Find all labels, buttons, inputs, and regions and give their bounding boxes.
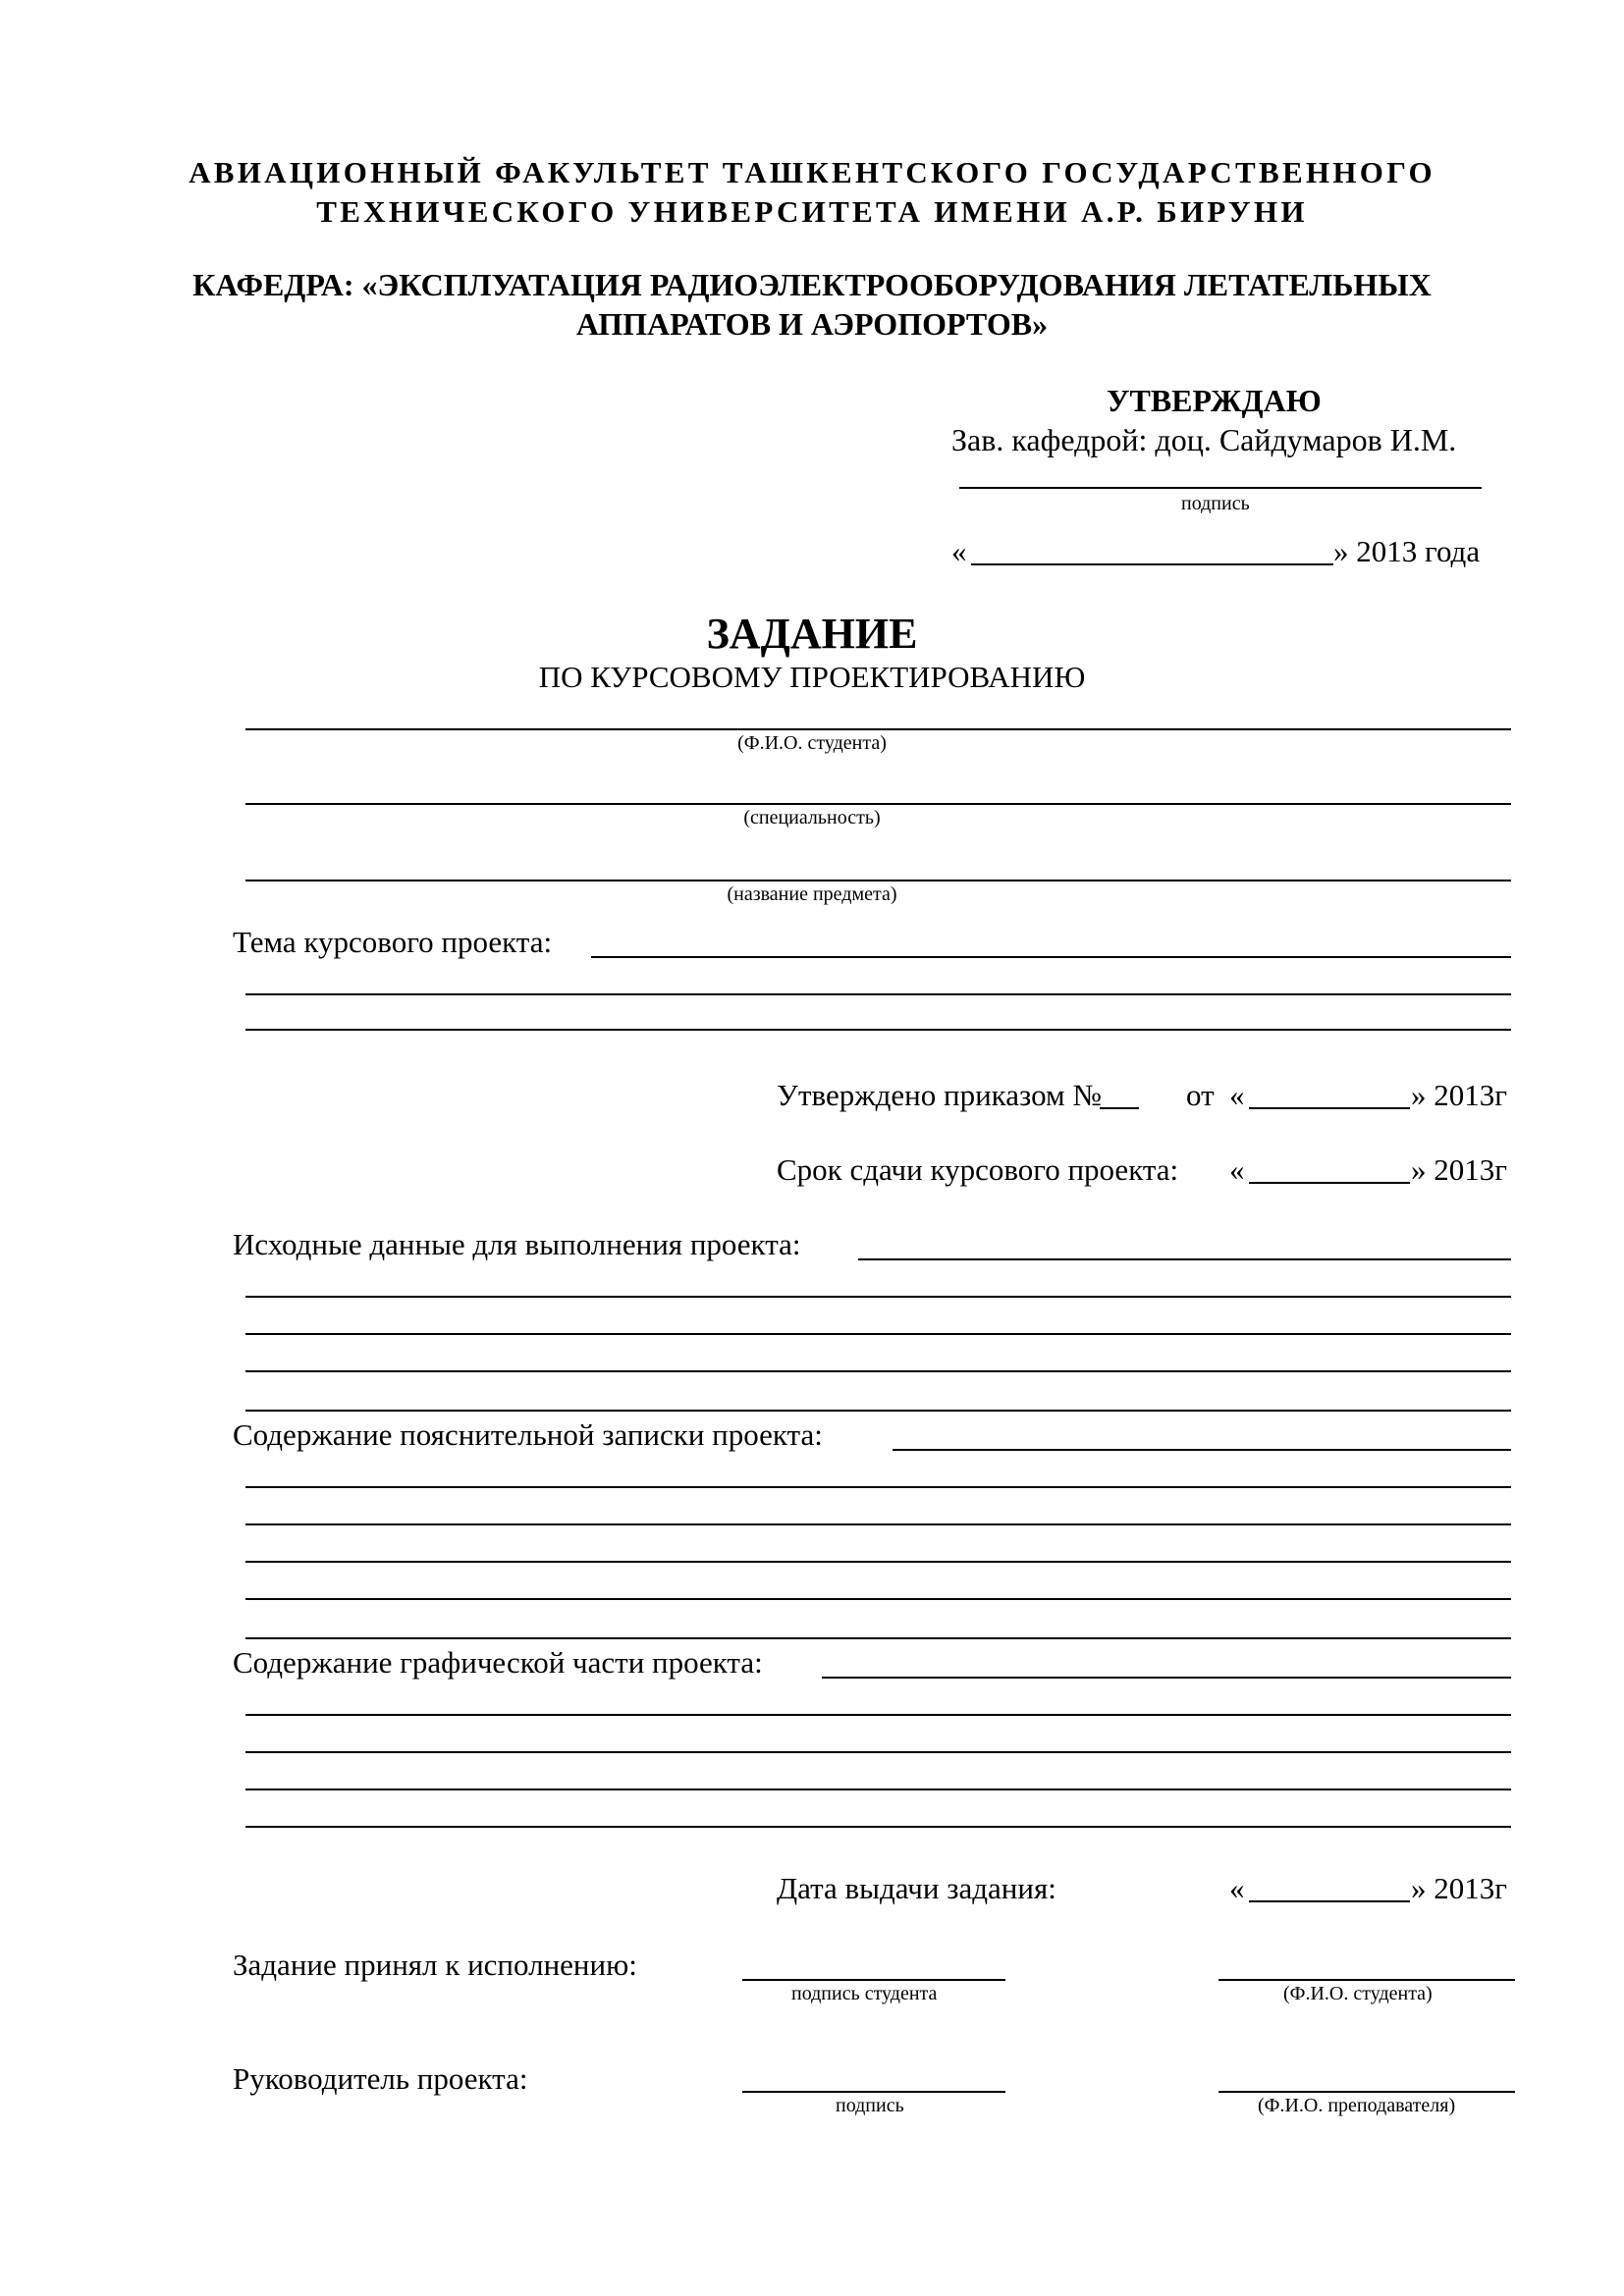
head-signature-caption: подпись <box>1181 493 1250 514</box>
subject-line[interactable] <box>245 880 1511 881</box>
student-name-caption: (Ф.И.О. студента) <box>737 732 887 754</box>
supervisor-label: Руководитель проекта: <box>233 2061 528 2096</box>
topic-line-3[interactable] <box>245 1029 1511 1031</box>
note-content-label: Содержание пояснительной записки проекта: <box>233 1417 823 1452</box>
source-data-label: Исходные данные для выполнения проекта: <box>233 1227 801 1261</box>
topic-line-1[interactable] <box>591 956 1511 958</box>
topic-label: Тема курсового проекта: <box>233 925 553 959</box>
faculty-name-line2: ТЕХНИЧЕСКОГО УНИВЕРСИТЕТА ИМЕНИ А.Р. БИРУНИ <box>316 194 1308 229</box>
graphic-content-line-1[interactable] <box>822 1677 1511 1679</box>
deadline-date-open: « <box>1229 1152 1245 1187</box>
student-name-line[interactable] <box>245 728 1511 730</box>
department-name-line2: АППАРАТОВ И АЭРОПОРТОВ» <box>575 306 1049 342</box>
deadline-date-year: » 2013г <box>1411 1152 1507 1187</box>
order-label: Утверждено приказом № <box>777 1078 1102 1112</box>
note-content-line-3[interactable] <box>245 1523 1511 1525</box>
deadline-label: Срок сдачи курсового проекта: <box>777 1152 1179 1187</box>
subject-caption: (название предмета) <box>727 883 897 905</box>
issue-date-year: » 2013г <box>1411 1871 1507 1905</box>
specialty-caption: (специальность) <box>743 807 881 828</box>
head-of-department: Зав. кафедрой: доц. Сайдумаров И.М. <box>951 422 1457 457</box>
supervisor-signature-caption: подпись <box>836 2095 904 2116</box>
approval-date-open: « <box>951 534 967 568</box>
student-fullname-line[interactable] <box>1218 1979 1515 1981</box>
deadline-date-line[interactable] <box>1249 1182 1410 1184</box>
approval-heading: УТВЕРЖДАЮ <box>1107 383 1322 418</box>
approval-date-line[interactable] <box>971 563 1333 565</box>
note-content-line-4[interactable] <box>245 1561 1511 1563</box>
issue-date-line[interactable] <box>1249 1900 1410 1902</box>
issue-date-open: « <box>1229 1871 1245 1905</box>
head-signature-line[interactable] <box>959 487 1482 489</box>
approval-date-year: » 2013 года <box>1333 534 1481 568</box>
source-data-line-1[interactable] <box>858 1258 1511 1260</box>
faculty-name-line1: АВИАЦИОННЫЙ ФАКУЛЬТЕТ ТАШКЕНТСКОГО ГОСУДАРСТВЕННОГО <box>189 155 1435 189</box>
note-content-line-1[interactable] <box>893 1449 1511 1451</box>
document-subtitle: ПО КУРСОВОМУ ПРОЕКТИРОВАНИЮ <box>538 660 1086 694</box>
order-from-label: от <box>1186 1078 1215 1112</box>
note-content-line-6[interactable] <box>245 1637 1511 1639</box>
order-date-line[interactable] <box>1249 1107 1410 1109</box>
supervisor-fullname-line[interactable] <box>1218 2091 1515 2093</box>
document-title: ЗАДАНИЕ <box>706 610 918 658</box>
order-date-open: « <box>1229 1078 1245 1112</box>
student-fullname-caption: (Ф.И.О. студента) <box>1283 1983 1433 2004</box>
supervisor-fullname-caption: (Ф.И.О. преподавателя) <box>1258 2095 1456 2116</box>
graphic-content-line-3[interactable] <box>245 1751 1511 1753</box>
graphic-content-line-5[interactable] <box>245 1826 1511 1828</box>
graphic-content-line-2[interactable] <box>245 1714 1511 1716</box>
order-number-line[interactable] <box>1100 1107 1139 1109</box>
source-data-line-3[interactable] <box>245 1333 1511 1335</box>
accepted-label: Задание принял к исполнению: <box>233 1948 637 1982</box>
source-data-line-2[interactable] <box>245 1296 1511 1298</box>
student-signature-caption: подпись студента <box>791 1983 938 2004</box>
topic-line-2[interactable] <box>245 993 1511 995</box>
issue-date-label: Дата выдачи задания: <box>777 1871 1056 1905</box>
department-name-line1: КАФЕДРА: «ЭКСПЛУАТАЦИЯ РАДИОЭЛЕКТРООБОРУДОВАНИЯ ЛЕТАТЕЛЬНЫХ <box>192 267 1432 302</box>
note-content-line-5[interactable] <box>245 1598 1511 1600</box>
student-signature-line[interactable] <box>742 1979 1005 1981</box>
note-content-line-2[interactable] <box>245 1486 1511 1488</box>
graphic-content-line-4[interactable] <box>245 1789 1511 1790</box>
source-data-line-5[interactable] <box>245 1410 1511 1412</box>
source-data-line-4[interactable] <box>245 1370 1511 1372</box>
specialty-line[interactable] <box>245 803 1511 805</box>
graphic-content-label: Содержание графической части проекта: <box>233 1645 763 1680</box>
supervisor-signature-line[interactable] <box>742 2091 1005 2093</box>
order-date-year: » 2013г <box>1411 1078 1507 1112</box>
